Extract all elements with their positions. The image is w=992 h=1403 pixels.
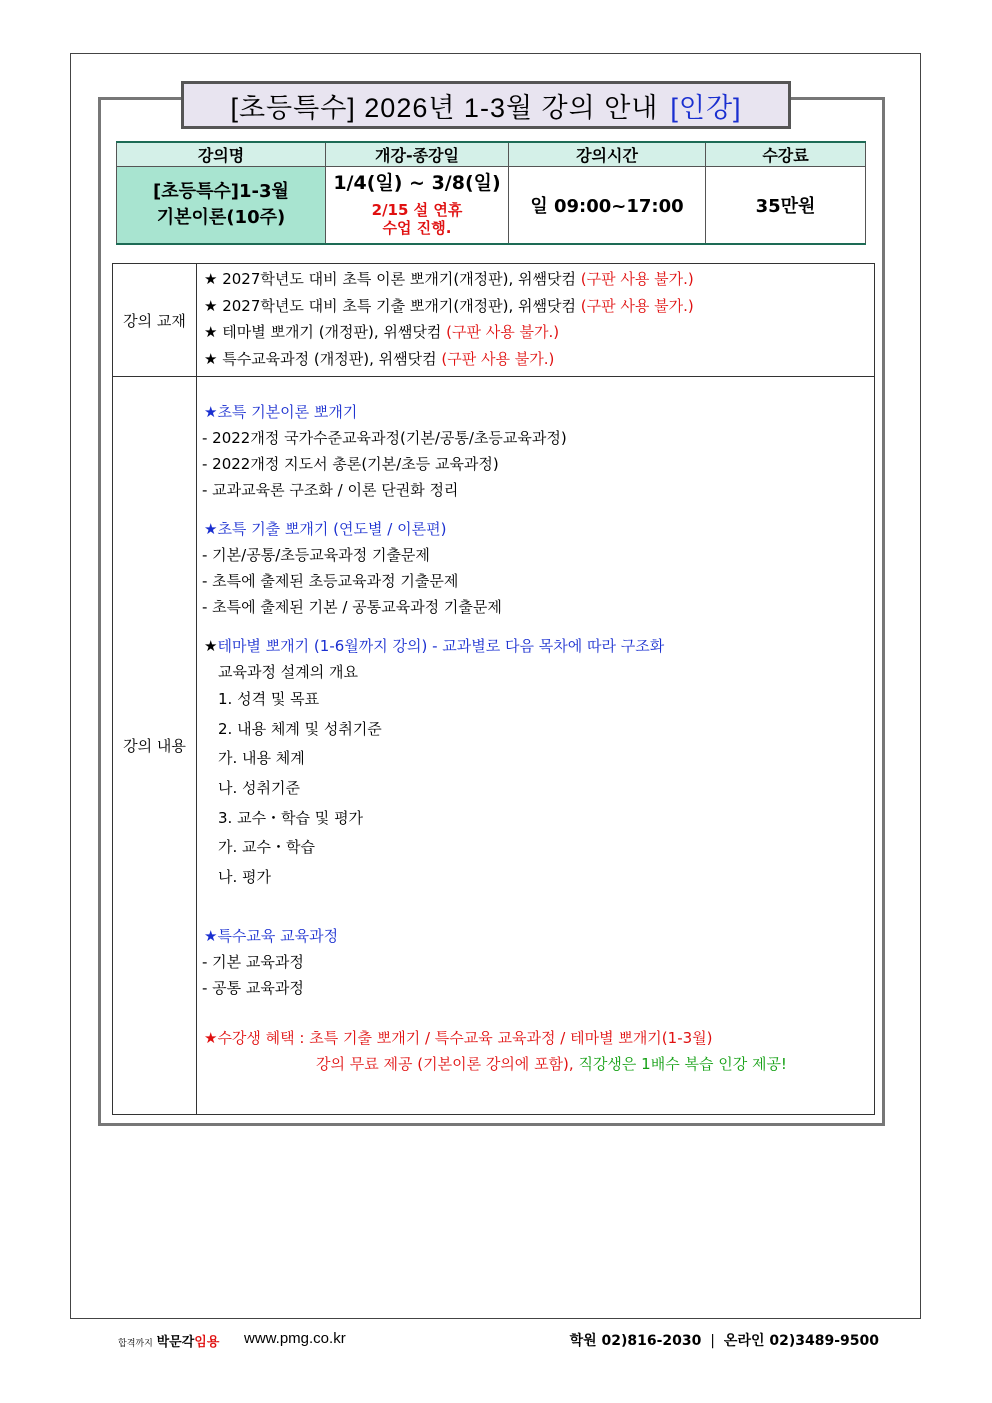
header-time: 강의시간	[509, 142, 706, 167]
course-table-header	[117, 142, 866, 167]
page-title	[181, 81, 791, 129]
header-dates: 개강-종강일	[326, 142, 509, 167]
list-item: 1. 성격 및 목표	[218, 690, 320, 708]
course-fee-cell: 35만원	[706, 167, 866, 245]
section-heading: ★초특 기출 뽀개기 (연도별 / 이론편)	[204, 520, 447, 538]
holiday-note-line1: 2/15 설 연휴	[371, 200, 463, 219]
textbooks-label: 강의 교재	[113, 264, 197, 377]
content-row	[113, 377, 875, 1115]
list-item: - 초특에 출제된 초등교육과정 기출문제	[202, 572, 459, 590]
textbook-item: ★ 2027학년도 대비 초특 이론 뽀개기(개정판), 위쌤닷컴 (구판 사용 불가.)	[204, 270, 694, 288]
textbooks-cell	[197, 264, 875, 377]
course-name-cell	[117, 167, 326, 245]
list-item: - 기본/공통/초등교육과정 기출문제	[202, 546, 430, 564]
content-cell	[197, 377, 875, 1115]
course-dates-cell	[326, 167, 509, 245]
header-course-name: 강의명	[117, 142, 326, 167]
list-item: - 초특에 출제된 기본 / 공통교육과정 기출문제	[202, 598, 502, 616]
course-dates: 1/4(일) ~ 3/8(일)	[333, 171, 501, 194]
list-item: 가. 내용 체계	[218, 749, 305, 768]
list-item: - 2022개정 국가수준교육과정(기본/공통/초등교육과정)	[202, 429, 567, 447]
section-heading: ★테마별 뽀개기 (1-6월까지 강의) - 교과별로 다음 목차에 따라 구조화	[204, 637, 665, 655]
website-link[interactable]: www.pmg.co.kr	[244, 1330, 346, 1347]
list-item: 나. 평가	[218, 868, 272, 887]
list-item: 가. 교수・학습	[218, 838, 315, 857]
list-item: 3. 교수・학습 및 평가	[218, 808, 364, 827]
title-highlight: [인강]	[670, 92, 742, 123]
textbook-item: ★ 특수교육과정 (개정판), 위쌤닷컴 (구판 사용 불가.)	[204, 349, 555, 368]
benefit-line2: 강의 무료 제공 (기본이론 강의에 포함), 직강생은 1배수 복습 인강 제공!	[316, 1054, 787, 1073]
section-heading: ★특수교육 교육과정	[204, 926, 339, 945]
list-item: - 교과교육론 구조화 / 이론 단권화 정리	[202, 481, 459, 499]
section-heading: ★초특 기본이론 뽀개기	[204, 403, 358, 421]
detail-table	[112, 263, 875, 1115]
list-item: 나. 성취기준	[218, 779, 300, 798]
list-item: - 공통 교육과정	[202, 978, 304, 997]
list-item: 2. 내용 체계 및 성취기준	[218, 719, 382, 738]
content-label: 강의 내용	[113, 377, 197, 1115]
header-fee: 수강료	[706, 142, 866, 167]
list-item: - 2022개정 지도서 총론(기본/초등 교육과정)	[202, 455, 499, 473]
list-item: - 기본 교육과정	[202, 952, 304, 971]
textbooks-row	[113, 264, 875, 377]
brand-logo: 합격까지 박문각임용	[118, 1335, 220, 1350]
section-intro: 교육과정 설계의 개요	[218, 663, 358, 681]
course-row	[117, 167, 866, 245]
footer	[0, 1328, 992, 1352]
textbook-item: ★ 테마별 뽀개기 (개정판), 위쌤닷컴 (구판 사용 불가.)	[204, 323, 560, 341]
textbook-item: ★ 2027학년도 대비 초특 기출 뽀개기(개정판), 위쌤닷컴 (구판 사용 불가.)	[204, 296, 694, 315]
title-main: [초등특수] 2026년 1-3월 강의 안내	[230, 92, 659, 123]
holiday-note-line2: 수업 진행.	[382, 218, 452, 237]
course-name-line1: [초등특수]1-3월	[153, 181, 289, 202]
contact-info: 학원 02)816-2030 | 온라인 02)3489-9500	[569, 1333, 879, 1349]
benefit-line1: ★수강생 혜택 : 초특 기출 뽀개기 / 특수교육 교육과정 / 테마별 뽀개기(1-3월)	[204, 1028, 713, 1047]
course-time-cell: 일 09:00~17:00	[509, 167, 706, 245]
course-table	[116, 141, 866, 245]
course-name-line2: 기본이론(10주)	[156, 207, 286, 228]
